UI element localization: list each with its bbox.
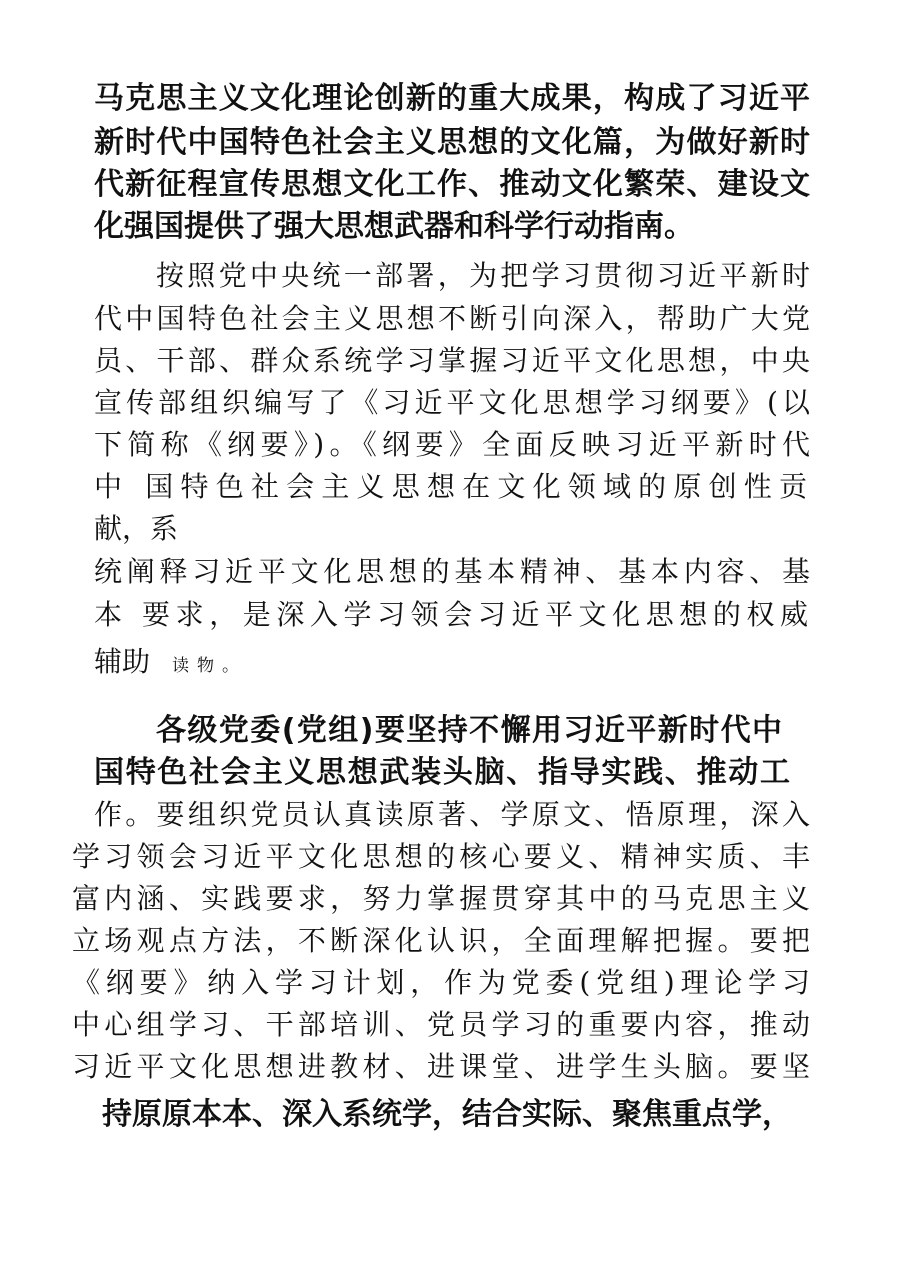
paragraph-3-line-2: 国特色社会主义思想武装头脑、指导实践、推动工 (94, 755, 790, 790)
paragraph-2-line-5: 下简称《纲要》)。《纲要》全面反映习近平新时代 (94, 428, 810, 461)
paragraph-3-line-6: 立场观点方法，不断深化认识，全面理解把握。要把 (72, 924, 810, 957)
paragraph-1-line-2: 新时代中国特色社会主义思想的文化篇，为做好新时 (94, 125, 810, 160)
paragraph-1-line-3: 代新征程宣传思想文化工作、推动文化繁荣、建设文 (94, 167, 810, 202)
paragraph-2-line-6: 中 国特色社会主义思想在文化领域的原创性贡 (94, 470, 810, 503)
paragraph-2-line-4: 宣传部组织编写了《习近平文化思想学习纲要》(以 (94, 386, 810, 419)
paragraph-3-line-1: 各级党委(党组)要坚持不懈用习近平新时代中 (156, 713, 782, 748)
paragraph-2-line-3: 员、干部、群众系统学习掌握习近平文化思想，中央 (94, 344, 810, 377)
paragraph-3-line-7: 《纲要》纳入学习计划，作为党委(党组)理论学习 (72, 966, 810, 999)
paragraph-2-line-11: 读物。 (172, 656, 247, 676)
paragraph-1-line-4: 化强国提供了强大思想武器和科学行动指南。 (94, 209, 694, 244)
paragraph-2-line-8: 统阐释习近平文化思想的基本精神、基本内容、基 (94, 555, 810, 588)
paragraph-2-line-7: 献，系 (94, 512, 179, 545)
paragraph-2-line-9: 本 要求，是深入学习领会习近平文化思想的权威 (94, 598, 810, 631)
paragraph-3-line-3: 作。要组织党员认真读原著、学原文、悟原理，深入 (94, 798, 810, 831)
paragraph-3-line-9: 习近平文化思想进教材、进课堂、进学生头脑。要坚 (72, 1050, 810, 1083)
paragraph-3-line-8: 中心组学习、干部培训、党员学习的重要内容，推动 (72, 1008, 810, 1041)
paragraph-3-line-10: 持原原本本、深入系统学，结合实际、聚焦重点学， (102, 1097, 792, 1132)
paragraph-3-line-5: 富内涵、实践要求，努力掌握贯穿其中的马克思主义 (72, 882, 810, 915)
paragraph-2-line-2: 代中国特色社会主义思想不断引向深入，帮助广大党 (94, 302, 810, 335)
paragraph-2-line-10: 辅助 (94, 645, 151, 678)
paragraph-3-line-4: 学习领会习近平文化思想的核心要义、精神实质、丰 (72, 840, 810, 873)
paragraph-2-line-1: 按照党中央统一部署，为把学习贯彻习近平新时 (156, 259, 810, 292)
paragraph-1-line-1: 马克思主义文化理论创新的重大成果，构成了习近平 (94, 81, 810, 116)
